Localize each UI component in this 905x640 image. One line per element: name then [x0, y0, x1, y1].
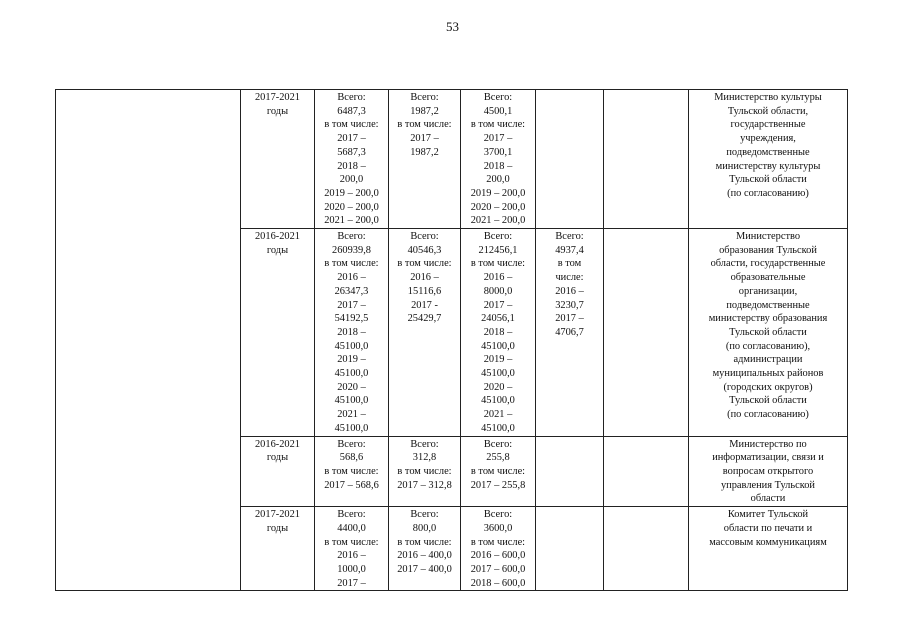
period-cell: 2016-2021 годы: [241, 436, 315, 507]
local-funding-cell: Всего: 4937,4 в том числе: 2016 – 3230,7 2017 – 4706,7: [536, 229, 604, 437]
table-row: [56, 90, 848, 229]
total-funding-cell: Всего: 260939,8 в том числе: 2016 – 26347,3 2017 – 54192,5 2018 – 45100,0 2019 – 45100,0 2020 – 45100,0 2021 – 45100,0: [315, 229, 389, 437]
page-number: 53: [446, 19, 459, 34]
period-cell: 2017-2021 годы: [241, 507, 315, 591]
local-funding-cell: [536, 90, 604, 229]
responsible-cell: Министерство образования Тульской области, государственные образовательные организации, подведомственные министерству образования Тульской области (по согласованию), администрации муниципальных районов (городских округов) Тульской области (по согласованию): [689, 229, 848, 437]
total-funding-cell: Всего: 6487,3 в том числе: 2017 – 5687,3 2018 – 200,0 2019 – 200,0 2020 – 200,0 2021 – 200,0: [315, 90, 389, 229]
responsible-cell: Министерство культуры Тульской области, государственные учреждения, подведомственные министерству культуры Тульской области (по согласованию): [689, 90, 848, 229]
federal-funding-cell: Всего: 1987,2 в том числе: 2017 – 1987,2: [389, 90, 461, 229]
extra-funding-cell: [604, 436, 689, 507]
budget-table: [55, 89, 848, 591]
local-funding-cell: [536, 436, 604, 507]
regional-funding-cell: Всего: 4500,1 в том числе: 2017 – 3700,1 2018 – 200,0 2019 – 200,0 2020 – 200,0 2021 – 200,0: [461, 90, 536, 229]
responsible-cell: Министерство по информатизации, связи и вопросам открытого управления Тульской области: [689, 436, 848, 507]
extra-funding-cell: [604, 90, 689, 229]
event-name-cell: [56, 90, 241, 591]
period-cell: 2017-2021 годы: [241, 90, 315, 229]
regional-funding-cell: Всего: 255,8 в том числе: 2017 – 255,8: [461, 436, 536, 507]
extra-funding-cell: [604, 229, 689, 437]
extra-funding-cell: [604, 507, 689, 591]
federal-funding-cell: Всего: 312,8 в том числе: 2017 – 312,8: [389, 436, 461, 507]
total-funding-cell: Всего: 568,6 в том числе: 2017 – 568,6: [315, 436, 389, 507]
regional-funding-cell: Всего: 212456,1 в том числе: 2016 – 8000,0 2017 – 24056,1 2018 – 45100,0 2019 – 45100,0 2020 – 45100,0 2021 – 45100,0: [461, 229, 536, 437]
total-funding-cell: Всего: 4400,0 в том числе: 2016 – 1000,0 2017 –: [315, 507, 389, 591]
period-cell: 2016-2021 годы: [241, 229, 315, 437]
local-funding-cell: [536, 507, 604, 591]
responsible-cell: Комитет Тульской области по печати и массовым коммуникациям: [689, 507, 848, 591]
regional-funding-cell: Всего: 3600,0 в том числе: 2016 – 600,0 2017 – 600,0 2018 – 600,0: [461, 507, 536, 591]
federal-funding-cell: Всего: 800,0 в том числе: 2016 – 400,0 2017 – 400,0: [389, 507, 461, 591]
federal-funding-cell: Всего: 40546,3 в том числе: 2016 – 15116,6 2017 - 25429,7: [389, 229, 461, 437]
